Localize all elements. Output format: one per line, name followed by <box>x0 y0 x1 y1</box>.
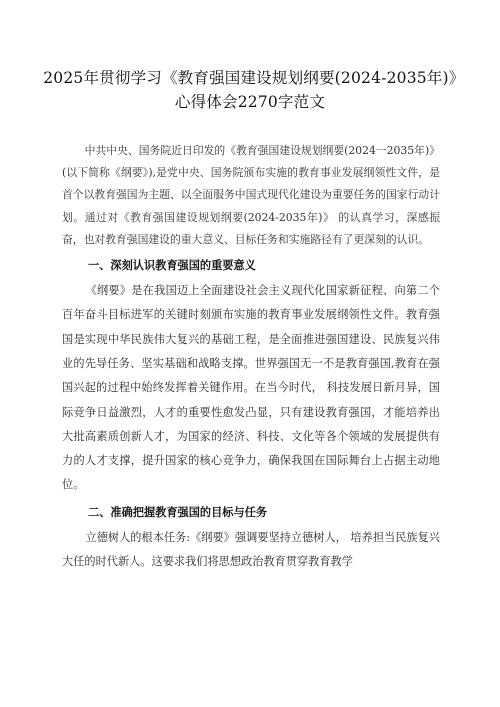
section-heading-goals: 二、准确把握教育强国的目标与任务 <box>88 504 268 519</box>
intro-paragraph: 中共中央、国务院近日印发的《教育强国建设规划纲要(2024一2035年)》(以下简称《纲要》),是党中央、国务院颁布实施的教育事业发展纲领性文件，是首个以教育强国为主题、以全面服务中国式现代化建设为重要任务的国家行动计划。通过对《教育强国建设规划纲要(2024-2035年)》 的认真学习，深感振奋，也对教育强国建设的重大意义、目标任务和实施路径有了更深刻的认识。 <box>62 144 440 246</box>
section-heading-significance: 一、深刻认识教育强国的重要意义 <box>88 258 256 273</box>
document-body <box>62 140 440 574</box>
document-title: 2025年贯彻学习《教育强国建设规划纲要(2024-2035年)》心得体会2270字范文 <box>43 69 457 111</box>
section-paragraph-significance: 《纲要》是在我国迈上全面建设社会主义现代化国家新征程、向第二个百年奋斗目标进军的关键时刻颁布实施的教育事业发展纲领性文件。教育强国是实现中华民族伟大复兴的基础工程，是全面推进强国建设、民族复兴伟业的先导任务、坚实基础和战略支撑。世界强国无一不是教育强国,教育在强国兴起的过程中始终发挥着关键作用。在当今时代， 科技发展日新月异，国际竞争日益激烈，人才的重要性愈发凸显，只有建设教育强国，才能培养出大批高素质创新人才，为国家的经济、科技、文化等各个领域的发展提供有力的人才支撑，提升国家的核心竞争力，确保我国在国际舞台上占据主动地位。 <box>62 284 440 492</box>
section-paragraph-goals: 立德树人的根本任务:《纲要》强调要坚持立德树人， 培养担当民族复兴大任的时代新人。这要求我们将思想政治教育贯穿教育教学 <box>62 530 440 568</box>
